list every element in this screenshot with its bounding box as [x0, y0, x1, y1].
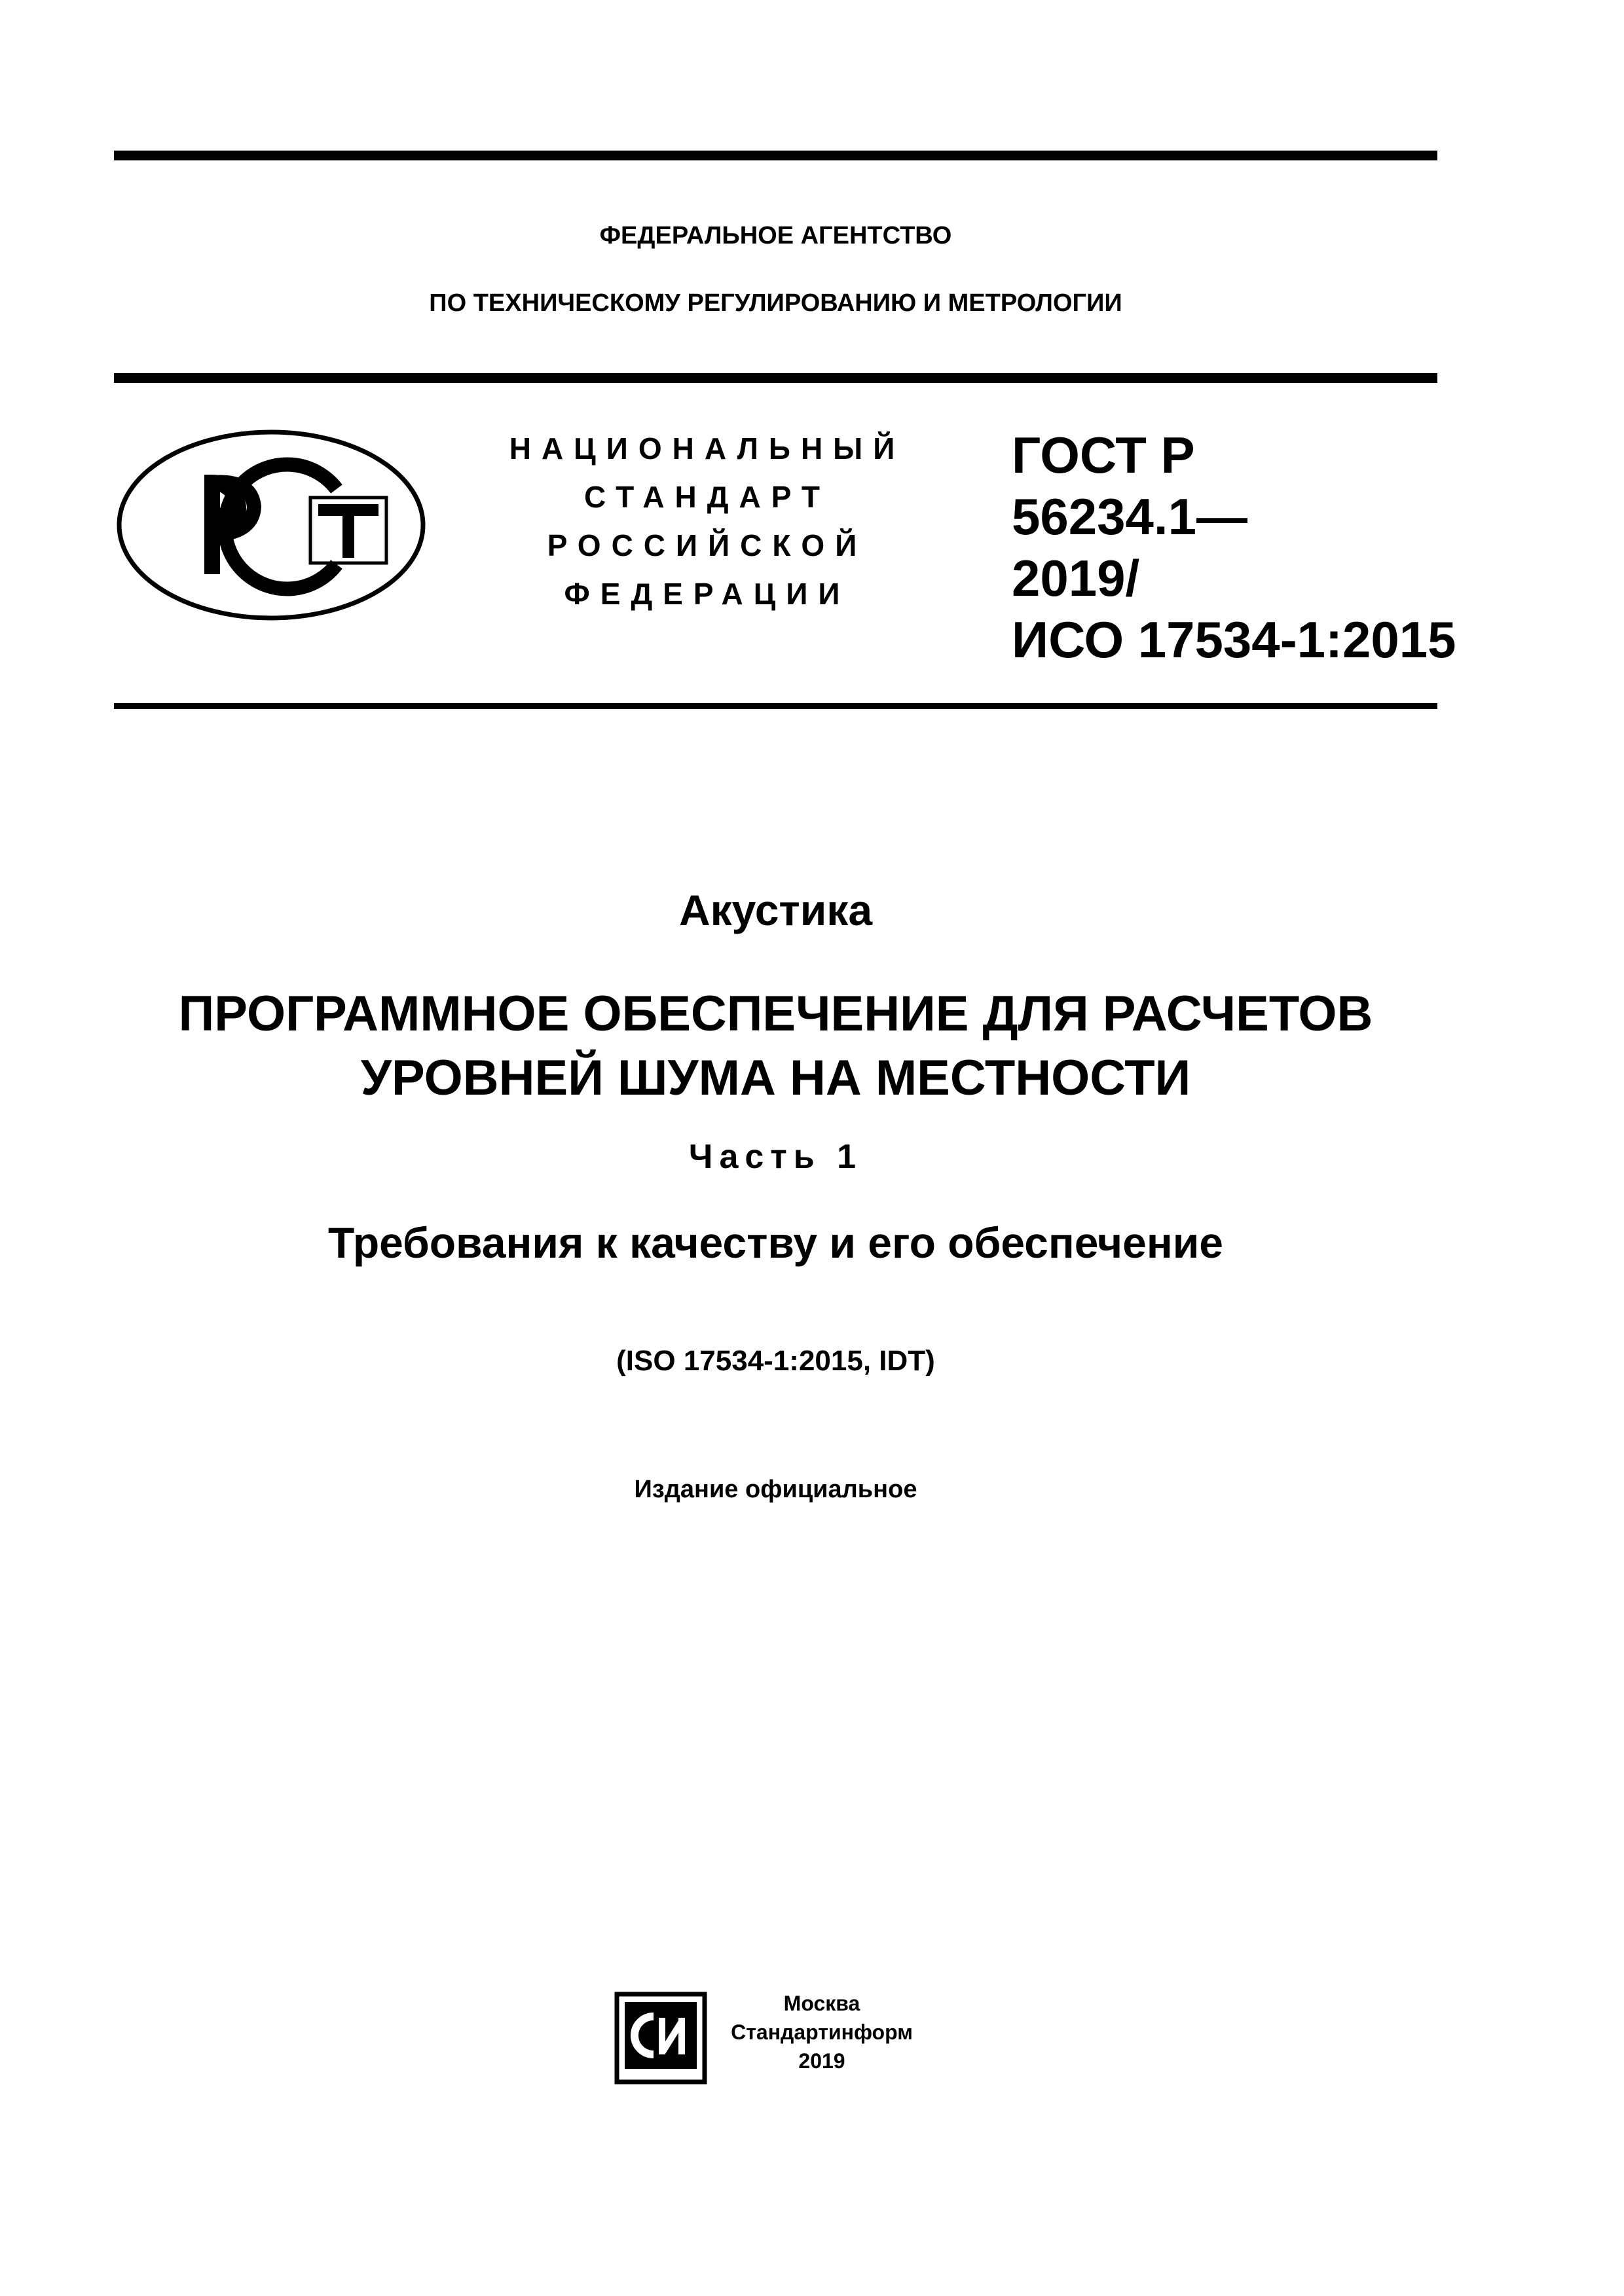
iso-reference: (ISO 17534-1:2015, IDT)	[616, 1345, 935, 1377]
rst-emblem-icon	[114, 427, 428, 623]
national-standard-line: НАЦИОНАЛЬНЫЙ	[509, 431, 906, 465]
national-standard-label	[471, 424, 943, 618]
imprint	[724, 1989, 920, 2075]
part-label: Часть 1	[688, 1138, 863, 1176]
top-rule	[114, 151, 1437, 160]
designation-line: 56234.1—	[1012, 488, 1247, 545]
imprint-city: Москва	[783, 1992, 860, 2015]
imprint-year: 2019	[798, 2049, 845, 2073]
subject-heading: Акустика	[678, 886, 873, 934]
bottom-rule	[114, 703, 1437, 709]
national-standard-line: РОССИЙСКОЙ	[547, 528, 868, 562]
designation-line: ИСО 17534-1:2015	[1012, 611, 1456, 668]
standard-designation	[1012, 424, 1456, 670]
agency-line-1: ФЕДЕРАЛЬНОЕ АГЕНТСТВО	[599, 222, 952, 249]
national-standard-line: СТАНДАРТ	[584, 480, 830, 514]
document-subtitle: Требования к качеству и его обеспечение	[328, 1218, 1223, 1267]
edition-note: Издание официальное	[634, 1476, 917, 1503]
designation-line: ГОСТ Р	[1012, 426, 1195, 484]
agency-line-2: ПО ТЕХНИЧЕСКОМУ РЕГУЛИРОВАНИЮ И МЕТРОЛОГИИ	[429, 289, 1122, 317]
title-line-1: ПРОГРАММНОЕ ОБЕСПЕЧЕНИЕ ДЛЯ РАСЧЕТОВ	[178, 986, 1373, 1042]
document-title	[114, 982, 1437, 1110]
middle-rule	[114, 373, 1437, 383]
standartinform-logo-icon	[614, 1992, 707, 2085]
title-line-2: УРОВНЕЙ ШУМА НА МЕСТНОСТИ	[360, 1050, 1191, 1106]
designation-line: 2019/	[1012, 549, 1140, 607]
national-standard-line: ФЕДЕРАЦИИ	[564, 577, 851, 611]
imprint-publisher: Стандартинформ	[731, 2020, 913, 2044]
